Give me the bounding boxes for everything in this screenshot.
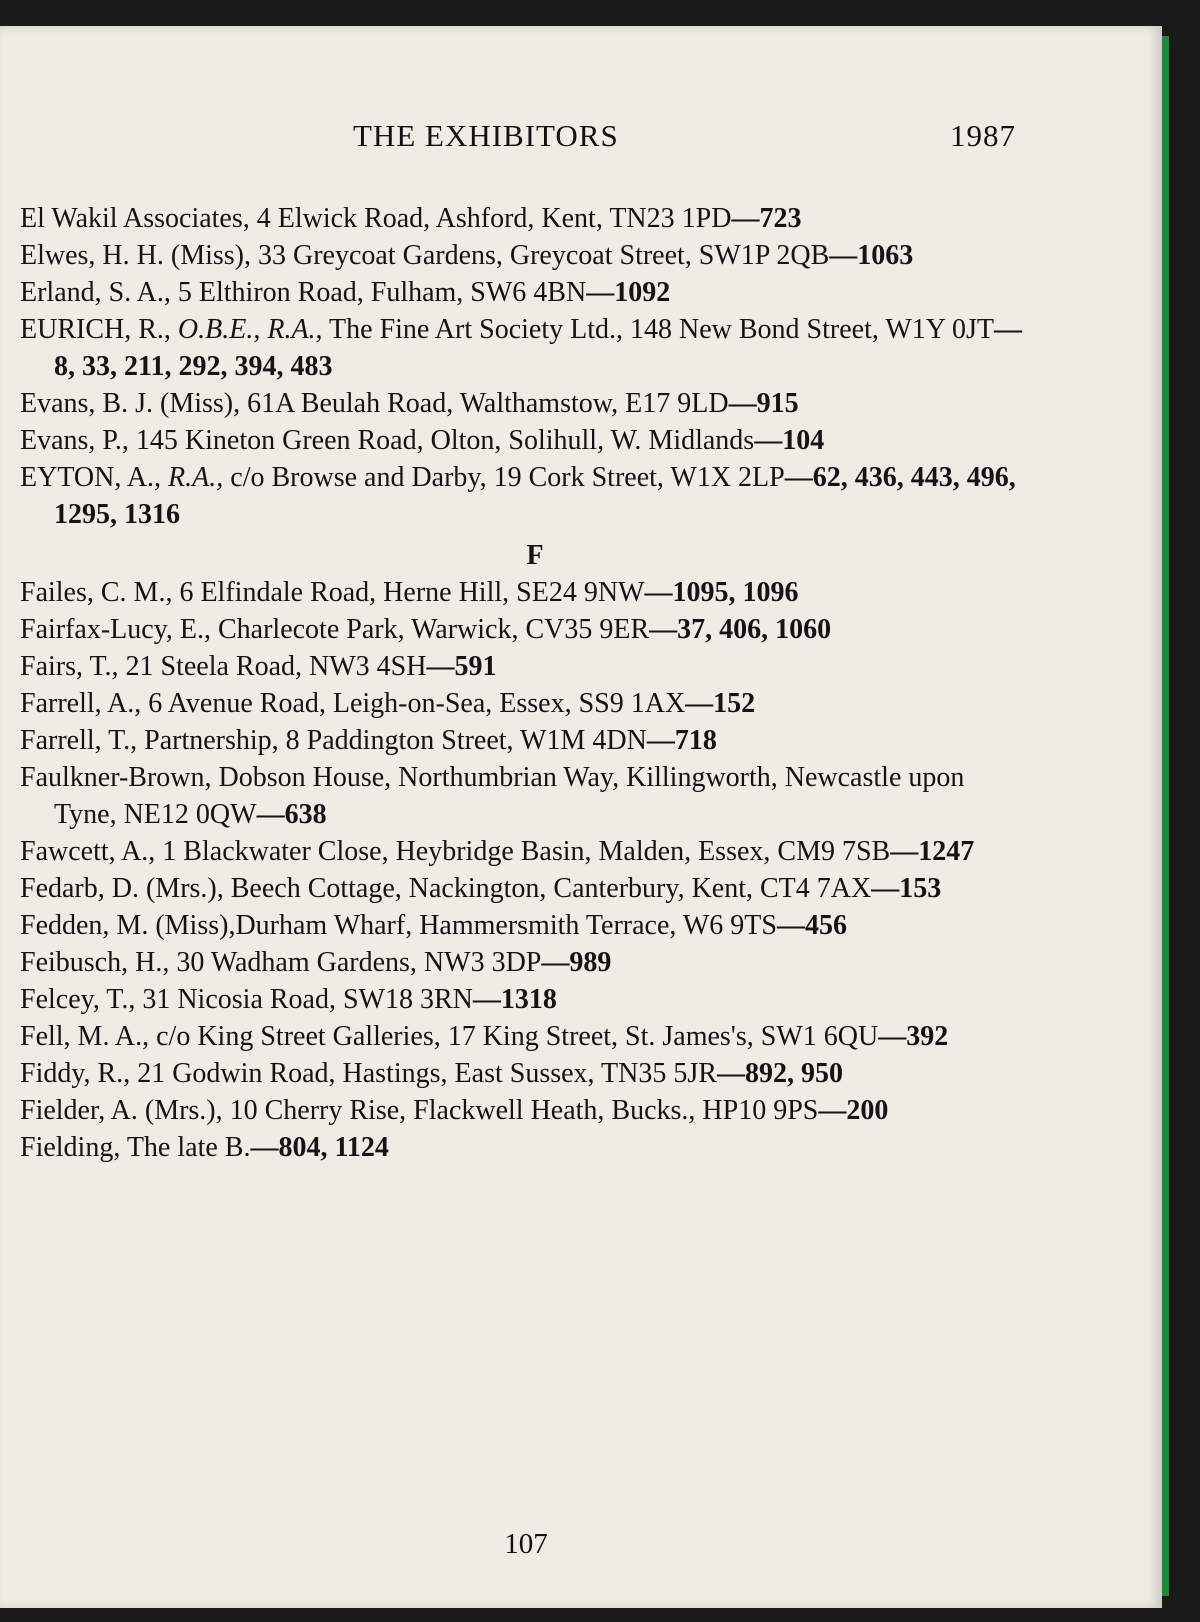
exhibitor-address: The Fine Art Society Ltd., 148 New Bond Street, W1Y 0JT bbox=[322, 314, 994, 345]
exhibitor-entry bbox=[20, 981, 1032, 1018]
exhibitor-group-e bbox=[20, 200, 1032, 533]
exhibit-numbers: —718 bbox=[646, 725, 717, 756]
book-page bbox=[0, 26, 1162, 1608]
exhibitor-list bbox=[20, 200, 1032, 1166]
exhibit-numbers: —915 bbox=[728, 388, 799, 419]
page-footer bbox=[0, 1528, 1162, 1561]
exhibit-numbers: —638 bbox=[256, 799, 327, 830]
exhibitor-address: c/o Browse and Darby, 19 Cork Street, W1X 2LP bbox=[223, 462, 785, 493]
exhibitor-entry bbox=[20, 459, 1032, 533]
exhibitor-name: El Wakil Associates, 4 Elwick Road, Ashford, Kent, TN23 1PD bbox=[20, 203, 732, 234]
exhibit-numbers: —989 bbox=[541, 947, 612, 978]
exhibitor-entry bbox=[20, 759, 1032, 833]
exhibitor-name: Fairs, T., 21 Steela Road, NW3 4SH bbox=[20, 651, 427, 682]
exhibit-numbers: —723 bbox=[731, 203, 802, 234]
exhibitor-entry bbox=[20, 422, 1032, 459]
exhibitor-entry bbox=[20, 1092, 1032, 1129]
exhibitor-name: Felcey, T., 31 Nicosia Road, SW18 3RN bbox=[20, 984, 473, 1015]
exhibitor-entry bbox=[20, 385, 1032, 422]
exhibit-numbers: —200 bbox=[818, 1095, 889, 1126]
exhibit-numbers: —591 bbox=[426, 651, 497, 682]
exhibit-numbers: —456 bbox=[776, 910, 847, 941]
exhibitor-name: Farrell, A., 6 Avenue Road, Leigh-on-Sea, Essex, SS9 1AX bbox=[20, 688, 686, 719]
page-number: 107 bbox=[504, 1528, 548, 1560]
exhibit-numbers: —1247 bbox=[890, 836, 975, 867]
exhibitor-entry bbox=[20, 685, 1032, 722]
page-title: THE EXHIBITORS bbox=[353, 118, 619, 153]
exhibitor-entry bbox=[20, 200, 1032, 237]
exhibitor-honours: R.A., bbox=[168, 462, 224, 493]
running-header bbox=[0, 94, 1162, 153]
exhibit-numbers: —152 bbox=[685, 688, 756, 719]
exhibit-numbers: —37, 406, 1060 bbox=[649, 614, 832, 645]
exhibit-numbers: —804, 1124 bbox=[250, 1132, 389, 1163]
exhibitor-name: Fiddy, R., 21 Godwin Road, Hastings, East Sussex, TN35 5JR bbox=[20, 1058, 717, 1089]
exhibitor-name: Farrell, T., Partnership, 8 Paddington Street, W1M 4DN bbox=[20, 725, 647, 756]
exhibitor-name: Erland, S. A., 5 Elthiron Road, Fulham, SW6 4BN bbox=[20, 277, 587, 308]
exhibitor-entry bbox=[20, 1018, 1032, 1055]
exhibitor-entry bbox=[20, 574, 1032, 611]
exhibitor-name: EYTON, A., bbox=[20, 462, 169, 493]
exhibitor-entry bbox=[20, 611, 1032, 648]
exhibitor-name: EURICH, R., bbox=[20, 314, 178, 345]
exhibit-numbers: —62, 436, 443, 496, 1295, 1316 bbox=[54, 462, 1016, 530]
exhibitor-entry bbox=[20, 907, 1032, 944]
exhibit-numbers: —1095, 1096 bbox=[644, 577, 799, 608]
exhibitor-entry bbox=[20, 944, 1032, 981]
exhibitor-entry bbox=[20, 722, 1032, 759]
exhibit-numbers: —1318 bbox=[472, 984, 557, 1015]
exhibitor-name: Fedden, M. (Miss),Durham Wharf, Hammersmith Terrace, W6 9TS bbox=[20, 910, 777, 941]
exhibitor-entry bbox=[20, 274, 1032, 311]
page-year: 1987 bbox=[950, 118, 1016, 153]
exhibit-numbers: —392 bbox=[878, 1021, 949, 1052]
exhibitor-honours: O.B.E., R.A., bbox=[177, 314, 323, 345]
exhibitor-entry bbox=[20, 237, 1032, 274]
book-cover-edge bbox=[1162, 36, 1169, 1596]
exhibitor-entry bbox=[20, 1055, 1032, 1092]
exhibitor-name: Feibusch, H., 30 Wadham Gardens, NW3 3DP bbox=[20, 947, 542, 978]
exhibitor-name: Fairfax-Lucy, E., Charlecote Park, Warwick, CV35 9ER bbox=[20, 614, 650, 645]
exhibitor-name: Faulkner-Brown, Dobson House, Northumbrian Way, Killingworth, Newcastle upon Tyne, NE12 0QW bbox=[20, 762, 965, 830]
exhibitor-name: Failes, C. M., 6 Elfindale Road, Herne Hill, SE24 9NW bbox=[20, 577, 645, 608]
exhibitor-entry bbox=[20, 311, 1032, 385]
exhibit-numbers: —892, 950 bbox=[716, 1058, 843, 1089]
exhibitor-name: Fedarb, D. (Mrs.), Beech Cottage, Nackington, Canterbury, Kent, CT4 7AX bbox=[20, 873, 872, 904]
exhibit-numbers: —1092 bbox=[586, 277, 671, 308]
exhibitor-name: Evans, P., 145 Kineton Green Road, Olton, Solihull, W. Midlands bbox=[20, 425, 755, 456]
exhibit-numbers: —8, 33, 211, 292, 394, 483 bbox=[54, 314, 1022, 382]
exhibitor-group-f bbox=[20, 574, 1032, 1166]
section-letter: F bbox=[526, 540, 544, 571]
exhibitor-entry bbox=[20, 870, 1032, 907]
exhibitor-name: Fell, M. A., c/o King Street Galleries, 17 King Street, St. James's, SW1 6QU bbox=[20, 1021, 879, 1052]
exhibit-numbers: —153 bbox=[871, 873, 942, 904]
exhibitor-entry bbox=[20, 1129, 1032, 1166]
exhibitor-entry bbox=[20, 833, 1032, 870]
exhibitor-name: Fielding, The late B. bbox=[20, 1132, 251, 1163]
exhibitor-name: Evans, B. J. (Miss), 61A Beulah Road, Walthamstow, E17 9LD bbox=[20, 388, 729, 419]
exhibit-numbers: —104 bbox=[754, 425, 825, 456]
exhibitor-entry bbox=[20, 648, 1032, 685]
exhibit-numbers: —1063 bbox=[829, 240, 914, 271]
exhibitor-name: Elwes, H. H. (Miss), 33 Greycoat Gardens, Greycoat Street, SW1P 2QB bbox=[20, 240, 830, 271]
exhibitor-name: Fawcett, A., 1 Blackwater Close, Heybridge Basin, Malden, Essex, CM9 7SB bbox=[20, 836, 891, 867]
exhibitor-name: Fielder, A. (Mrs.), 10 Cherry Rise, Flackwell Heath, Bucks., HP10 9PS bbox=[20, 1095, 819, 1126]
